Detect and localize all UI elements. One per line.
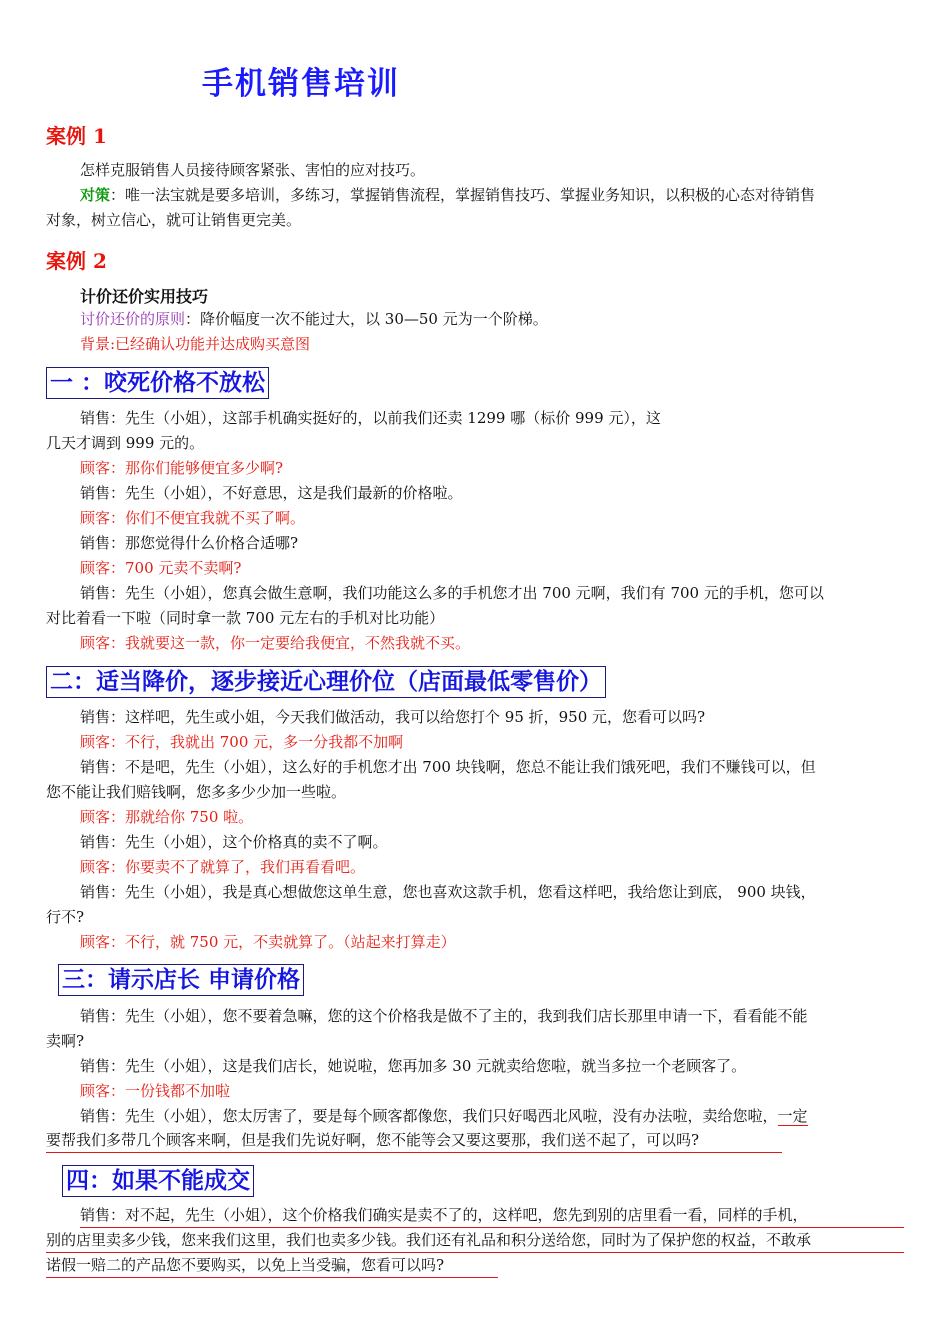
sec1-line1: 销售：先生（小姐），这部手机确实挺好的，以前我们还卖 1299 哪（标价 999 元），这 [80, 409, 661, 427]
sec2-line8: 销售：先生（小姐），我是真心想做您这单生意，您也喜欢这款手机，您看这样吧，我给您让到底， 900 块钱， [80, 883, 816, 901]
sec2-line1: 销售：这样吧，先生或小姐，今天我们做活动，我可以给您打个 95 折，950 元，您看可以吗? [80, 708, 706, 726]
sec1-line8: 销售：先生（小姐），您真会做生意啊，我们功能这么多的手机您才出 700 元啊，我们有 700 元的手机，您可以 [80, 584, 824, 602]
section2-heading: 二：适当降价，逐步接近心理价位（店面最低零售价） [46, 666, 606, 698]
sec1-line5: 顾客：你们不便宜我就不买了啊。 [80, 509, 306, 527]
sec1-line7: 顾客：700 元卖不卖啊? [80, 559, 242, 577]
sec3-line5 [80, 1104, 808, 1129]
principle-line [80, 307, 548, 332]
sec2-line5: 顾客：那就给你 750 啦。 [80, 808, 254, 826]
case2-subtitle: 计价还价实用技巧 [80, 287, 209, 306]
case2-heading: 案例 2 [46, 249, 107, 273]
strategy-text: ：唯一法宝就是要多培训，多练习，掌握销售流程，掌握销售技巧、掌握业务知识，以积极的心态对待销售 [110, 186, 816, 204]
case1-question: 怎样克服销售人员接待顾客紧张、害怕的应对技巧。 [80, 161, 426, 179]
section4-heading: 四：如果不能成交 [62, 1165, 254, 1197]
background-line: 背景:已经确认功能并达成购买意图 [80, 335, 311, 353]
principle-text: ：降价幅度一次不能过大，以 30—50 元为一个阶梯。 [185, 310, 548, 328]
sec1-line9: 对比着看一下啦（同时拿一款 700 元左右的手机对比功能） [46, 609, 445, 627]
sec4-line2: 别的店里卖多少钱，您来我们这里，我们也卖多少钱。我们还有礼品和积分送给您，同时为了保护您的权益，不敢承 [46, 1229, 904, 1253]
sec2-line10: 顾客：不行，就 750 元，不卖就算了。（站起来打算走） [80, 933, 456, 951]
case1-strategy-line1 [80, 183, 904, 208]
section1-heading: 一 ：咬死价格不放松 [46, 367, 269, 399]
page-title: 手机销售培训 [202, 66, 400, 102]
sec1-line10: 顾客：我就要这一款，你一定要给我便宜，不然我就不买。 [80, 634, 471, 652]
sec3-line5-text: 销售：先生（小姐），您太厉害了，要是每个顾客都像您，我们只好喝西北风啦，没有办法啦，卖给您啦， [80, 1107, 778, 1125]
sec2-line9: 行不? [46, 908, 85, 926]
sec1-line2: 几天才调到 999 元的。 [46, 434, 205, 452]
sec2-line3: 销售：不是吧，先生（小姐），这么好的手机您才出 700 块钱啊，您总不能让我们饿死吧，我们不赚钱可以，但 [80, 758, 816, 776]
section3-heading: 三：请示店长 申请价格 [58, 964, 304, 996]
sec3-line1: 销售：先生（小姐），您不要着急嘛，您的这个价格我是做不了主的，我到我们店长那里申请一下，看看能不能 [80, 1007, 808, 1025]
sec3-line3: 销售：先生（小姐），这是我们店长，她说啦，您再加多 30 元就卖给您啦，就当多拉一个老顾客了。 [80, 1057, 747, 1075]
sec2-line7: 顾客：你要卖不了就算了，我们再看看吧。 [80, 858, 366, 876]
sec3-line6: 要帮我们多带几个顾客来啊，但是我们先说好啊，您不能等会又要这要那，我们送不起了，可以吗? [46, 1129, 782, 1153]
sec4-line1: 销售：对不起，先生（小姐），这个价格我们确实是卖不了的，这样吧，您先到别的店里看一看，同样的手机， [80, 1204, 904, 1228]
sec1-line6: 销售：那您觉得什么价格合适哪? [80, 534, 299, 552]
sec2-line6: 销售：先生（小姐），这个价格真的卖不了啊。 [80, 833, 388, 851]
principle-label: 讨价还价的原则 [80, 310, 186, 328]
sec1-line3: 顾客：那你们能够便宜多少啊? [80, 459, 284, 477]
case1-heading: 案例 1 [46, 124, 107, 148]
sec2-line2: 顾客：不行，我就出 700 元，多一分我都不加啊 [80, 733, 404, 751]
sec1-line4: 销售：先生（小姐），不好意思，这是我们最新的价格啦。 [80, 484, 463, 502]
sec2-line4: 您不能让我们赔钱啊，您多多少少加一些啦。 [46, 783, 347, 801]
case1-strategy-line2: 对象，树立信心，就可让销售更完美。 [46, 211, 302, 229]
sec3-line2: 卖啊? [46, 1032, 85, 1050]
strategy-label: 对策 [80, 186, 111, 204]
sec4-line3: 诺假一赔二的产品您不要购买，以免上当受骗，您看可以吗? [46, 1254, 498, 1278]
sec3-line5-underlined: 一定 [777, 1107, 808, 1125]
sec3-line4: 顾客：一份钱都不加啦 [80, 1082, 231, 1100]
